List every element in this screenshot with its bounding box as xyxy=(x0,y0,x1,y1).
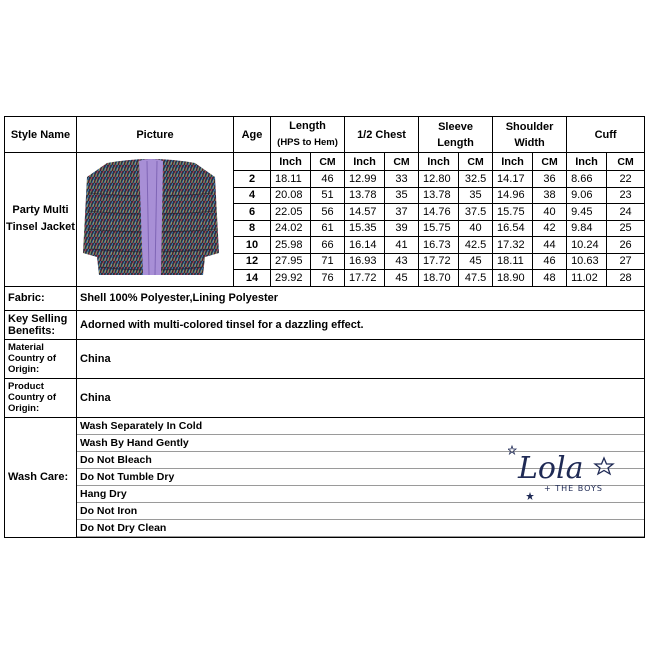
length-inch: 29.92 xyxy=(271,270,311,287)
header-sleeve: Sleeve Length xyxy=(419,117,493,153)
cuff-inch: 10.63 xyxy=(567,253,607,270)
wash-care-item: Wash By Hand Gently xyxy=(77,435,644,452)
length-cm: 61 xyxy=(311,220,345,237)
cuff-cm: 23 xyxy=(607,187,645,204)
shoulder-cm: 36 xyxy=(533,171,567,188)
fabric-label: Fabric: xyxy=(5,286,77,310)
selling-value: Adorned with multi-colored tinsel for a dazzling effect. xyxy=(77,310,645,339)
chest-inch: 13.78 xyxy=(345,187,385,204)
logo-tagline: + THE BOYS xyxy=(544,483,603,493)
length-cm: 46 xyxy=(311,171,345,188)
selling-label: Key Selling Benefits: xyxy=(5,310,77,339)
chest-cm: 41 xyxy=(385,237,419,254)
size-age: 14 xyxy=(234,270,271,287)
wash-care-item: Hang Dry xyxy=(77,486,644,503)
sleeve-inch: 17.72 xyxy=(419,253,459,270)
logo-tiny-star-icon xyxy=(526,492,534,500)
wash-care-item: Do Not Iron xyxy=(77,503,644,520)
wash-care-label: Wash Care: xyxy=(5,417,77,537)
header-chest: 1/2 Chest xyxy=(345,117,419,153)
shoulder-cm: 44 xyxy=(533,237,567,254)
wash-care-item: Do Not Dry Clean xyxy=(77,520,644,537)
selling-row xyxy=(5,310,645,339)
wash-care-item: Do Not Tumble Dry xyxy=(77,469,644,486)
fabric-value: Shell 100% Polyester,Lining Polyester xyxy=(77,286,645,310)
shoulder-cm: 48 xyxy=(533,270,567,287)
sleeve-inch: 12.80 xyxy=(419,171,459,188)
unit-length-inch: Inch xyxy=(271,153,311,171)
shoulder-inch: 18.90 xyxy=(493,270,533,287)
header-style-name: Style Name xyxy=(5,117,77,153)
logo-star-icon xyxy=(595,458,613,474)
sleeve-cm: 32.5 xyxy=(459,171,493,188)
cuff-cm: 26 xyxy=(607,237,645,254)
wash-care-row xyxy=(5,417,645,537)
length-cm: 51 xyxy=(311,187,345,204)
shoulder-cm: 42 xyxy=(533,220,567,237)
length-inch: 27.95 xyxy=(271,253,311,270)
product-origin-value: China xyxy=(77,378,645,417)
cuff-cm: 27 xyxy=(607,253,645,270)
fabric-row xyxy=(5,286,645,310)
product-origin-label: Product Country of Origin: xyxy=(5,378,77,417)
material-origin-label: Material Country of Origin: xyxy=(5,339,77,378)
logo-wordmark: Lola xyxy=(518,450,584,486)
material-origin-row xyxy=(5,339,645,378)
header-length-label: Length xyxy=(289,120,326,132)
chest-cm: 43 xyxy=(385,253,419,270)
sleeve-inch: 16.73 xyxy=(419,237,459,254)
cuff-inch: 9.45 xyxy=(567,204,607,221)
size-age: 6 xyxy=(234,204,271,221)
unit-sleeve-cm: CM xyxy=(459,153,493,171)
unit-shoulder-inch: Inch xyxy=(493,153,533,171)
size-age: 12 xyxy=(234,253,271,270)
length-inch: 20.08 xyxy=(271,187,311,204)
cuff-inch: 9.06 xyxy=(567,187,607,204)
unit-length-cm: CM xyxy=(311,153,345,171)
header-shoulder: Shoulder Width xyxy=(493,117,567,153)
cuff-inch: 10.24 xyxy=(567,237,607,254)
cuff-inch: 11.02 xyxy=(567,270,607,287)
sleeve-inch: 14.76 xyxy=(419,204,459,221)
chest-cm: 45 xyxy=(385,270,419,287)
wash-care-item: Do Not Bleach xyxy=(77,452,644,469)
header-picture: Picture xyxy=(77,117,234,153)
shoulder-cm: 38 xyxy=(533,187,567,204)
size-age: 8 xyxy=(234,220,271,237)
length-cm: 56 xyxy=(311,204,345,221)
cuff-inch: 8.66 xyxy=(567,171,607,188)
tinsel-jacket-photo xyxy=(77,153,225,285)
header-cuff: Cuff xyxy=(567,117,645,153)
unit-sleeve-inch: Inch xyxy=(419,153,459,171)
chest-inch: 17.72 xyxy=(345,270,385,287)
chest-inch: 15.35 xyxy=(345,220,385,237)
shoulder-cm: 40 xyxy=(533,204,567,221)
chest-cm: 39 xyxy=(385,220,419,237)
size-age: 4 xyxy=(234,187,271,204)
sleeve-inch: 13.78 xyxy=(419,187,459,204)
size-age: 2 xyxy=(234,171,271,188)
sleeve-cm: 45 xyxy=(459,253,493,270)
units-row xyxy=(5,153,645,171)
unit-cuff-inch: Inch xyxy=(567,153,607,171)
sleeve-inch: 18.70 xyxy=(419,270,459,287)
length-inch: 18.11 xyxy=(271,171,311,188)
chest-cm: 33 xyxy=(385,171,419,188)
style-name: Party Multi Tinsel Jacket xyxy=(5,153,77,287)
length-cm: 66 xyxy=(311,237,345,254)
length-cm: 76 xyxy=(311,270,345,287)
chest-cm: 35 xyxy=(385,187,419,204)
length-inch: 22.05 xyxy=(271,204,311,221)
header-row xyxy=(5,117,645,153)
unit-cuff-cm: CM xyxy=(607,153,645,171)
chest-inch: 12.99 xyxy=(345,171,385,188)
units-age-blank xyxy=(234,153,271,171)
chest-inch: 16.14 xyxy=(345,237,385,254)
shoulder-inch: 16.54 xyxy=(493,220,533,237)
shoulder-cm: 46 xyxy=(533,253,567,270)
chest-inch: 14.57 xyxy=(345,204,385,221)
shoulder-inch: 18.11 xyxy=(493,253,533,270)
unit-shoulder-cm: CM xyxy=(533,153,567,171)
sleeve-cm: 37.5 xyxy=(459,204,493,221)
header-age: Age xyxy=(234,117,271,153)
sleeve-inch: 15.75 xyxy=(419,220,459,237)
cuff-cm: 25 xyxy=(607,220,645,237)
chest-inch: 16.93 xyxy=(345,253,385,270)
sleeve-cm: 42.5 xyxy=(459,237,493,254)
sleeve-cm: 35 xyxy=(459,187,493,204)
unit-chest-inch: Inch xyxy=(345,153,385,171)
header-length xyxy=(271,117,345,153)
sleeve-cm: 47.5 xyxy=(459,270,493,287)
shoulder-inch: 17.32 xyxy=(493,237,533,254)
cuff-cm: 22 xyxy=(607,171,645,188)
cuff-cm: 24 xyxy=(607,204,645,221)
sleeve-cm: 40 xyxy=(459,220,493,237)
length-inch: 24.02 xyxy=(271,220,311,237)
material-origin-value: China xyxy=(77,339,645,378)
cuff-inch: 9.84 xyxy=(567,220,607,237)
length-inch: 25.98 xyxy=(271,237,311,254)
header-length-sub: (HPS to Hem) xyxy=(277,137,338,148)
shoulder-inch: 14.17 xyxy=(493,171,533,188)
spec-sheet-table xyxy=(4,116,645,538)
product-origin-row xyxy=(5,378,645,417)
wash-care-item: Wash Separately In Cold xyxy=(77,418,644,435)
product-picture-cell xyxy=(77,153,234,287)
logo-small-star-icon xyxy=(508,446,516,454)
shoulder-inch: 15.75 xyxy=(493,204,533,221)
unit-chest-cm: CM xyxy=(385,153,419,171)
size-age: 10 xyxy=(234,237,271,254)
shoulder-inch: 14.96 xyxy=(493,187,533,204)
length-cm: 71 xyxy=(311,253,345,270)
wash-care-list xyxy=(77,417,645,537)
cuff-cm: 28 xyxy=(607,270,645,287)
lola-the-boys-logo xyxy=(508,444,618,502)
chest-cm: 37 xyxy=(385,204,419,221)
